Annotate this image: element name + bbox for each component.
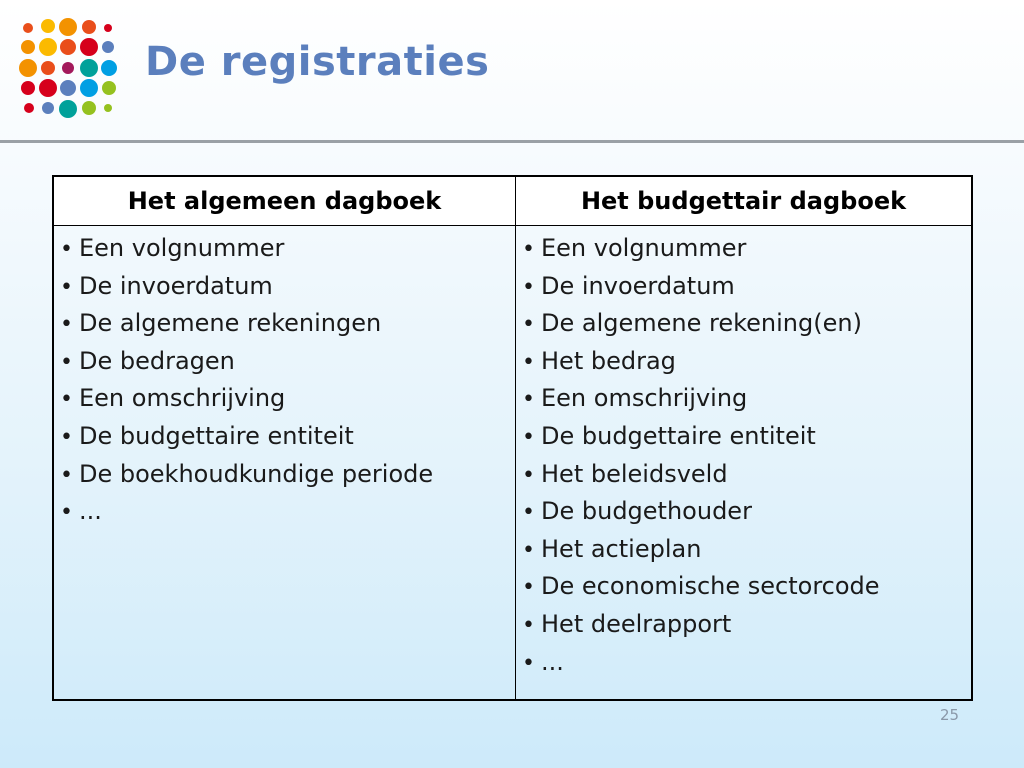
logo-dot [41,19,55,33]
list-item [60,493,515,531]
logo-dot [39,79,57,97]
logo-dot [80,38,98,56]
list-item [522,343,971,381]
list-item-text: De bedragen [79,346,235,375]
list-item [522,531,971,569]
list-item-text: Een volgnummer [79,234,285,262]
general-journal-cell [53,226,516,701]
logo-dot [101,60,117,76]
list-item-text: Een omschrijving [79,384,286,413]
list-item [522,493,971,531]
bullet-icon: • [60,424,73,450]
bullet-icon: • [522,537,535,563]
slide-title: De registraties [145,39,490,85]
list-item-text: De invoerdatum [541,271,735,300]
logo-dot [24,103,34,113]
list-item [60,305,515,343]
bullet-icon: • [522,387,535,413]
logo-dot [59,100,77,118]
logo-dot [60,80,76,96]
list-item [522,606,971,644]
list-item [60,230,515,268]
list-item-text: ... [541,647,564,676]
list-item [60,418,515,456]
logo-dot [104,104,112,112]
bullet-icon: • [60,387,73,413]
general-journal-list [60,230,515,531]
list-item [522,568,971,606]
bullet-icon: • [522,612,535,638]
logo-dot [80,79,98,97]
bullet-icon: • [60,237,73,262]
list-item-text: De algemene rekeningen [79,309,382,338]
list-item [522,644,971,682]
logo-dot [39,38,57,56]
bullet-icon: • [60,500,73,526]
list-item-text: De budgettaire entiteit [79,421,354,450]
column-header-general-journal: Het algemeen dagboek [53,176,516,226]
budget-journal-list [522,230,971,681]
list-item-text: Een omschrijving [541,384,748,413]
logo-dot [41,61,55,75]
list-item-text: De algemene rekening(en) [541,309,862,338]
logo-dot [59,18,77,36]
list-item-text: Het beleidsveld [541,459,728,488]
logo-dot [82,101,96,115]
bullet-icon: • [60,462,73,488]
list-item-text: De economische sectorcode [541,572,880,601]
logo-dot [42,102,54,114]
bullet-icon: • [522,650,535,676]
bullet-icon: • [522,237,535,262]
logo-dot [60,39,76,55]
list-item-text: De invoerdatum [79,271,273,300]
logo-dot [21,40,35,54]
logo-dot [102,41,114,53]
logo-dot [19,59,37,77]
logo-dot [21,81,35,95]
logo-dot [80,59,98,77]
budget-journal-cell [516,226,973,701]
list-item [522,380,971,418]
registrations-table [52,175,973,701]
list-item-text: De boekhoudkundige periode [79,459,434,488]
bullet-icon: • [60,312,73,338]
list-item [522,305,971,343]
list-item-text: Het actieplan [541,534,702,563]
logo-dot [62,62,74,74]
bullet-icon: • [522,424,535,450]
bullet-icon: • [522,500,535,526]
logo-dots [18,18,122,122]
list-item [60,268,515,306]
page-number: 25 [940,706,960,724]
logo-dot [102,81,116,95]
bullet-icon: • [60,274,73,300]
bullet-icon: • [522,462,535,488]
bullet-icon: • [522,575,535,601]
bullet-icon: • [522,312,535,338]
logo-dot [104,24,112,32]
list-item [522,268,971,306]
bullet-icon: • [60,349,73,375]
title-divider [0,140,1024,143]
list-item-text: ... [79,497,102,526]
logo-dot [23,23,33,33]
list-item [522,230,971,268]
list-item-text: De budgethouder [541,497,752,526]
list-item [60,380,515,418]
table-row [53,226,972,701]
bullet-icon: • [522,349,535,375]
logo-dot [82,20,96,34]
column-header-budget-journal: Het budgettair dagboek [516,176,973,226]
table-header-row [53,176,972,226]
list-item-text: Het deelrapport [541,609,732,638]
list-item [522,456,971,494]
list-item-text: Een volgnummer [541,234,747,262]
list-item-text: De budgettaire entiteit [541,421,816,450]
list-item [60,456,515,494]
bullet-icon: • [522,274,535,300]
list-item [60,343,515,381]
list-item [522,418,971,456]
list-item-text: Het bedrag [541,346,676,375]
